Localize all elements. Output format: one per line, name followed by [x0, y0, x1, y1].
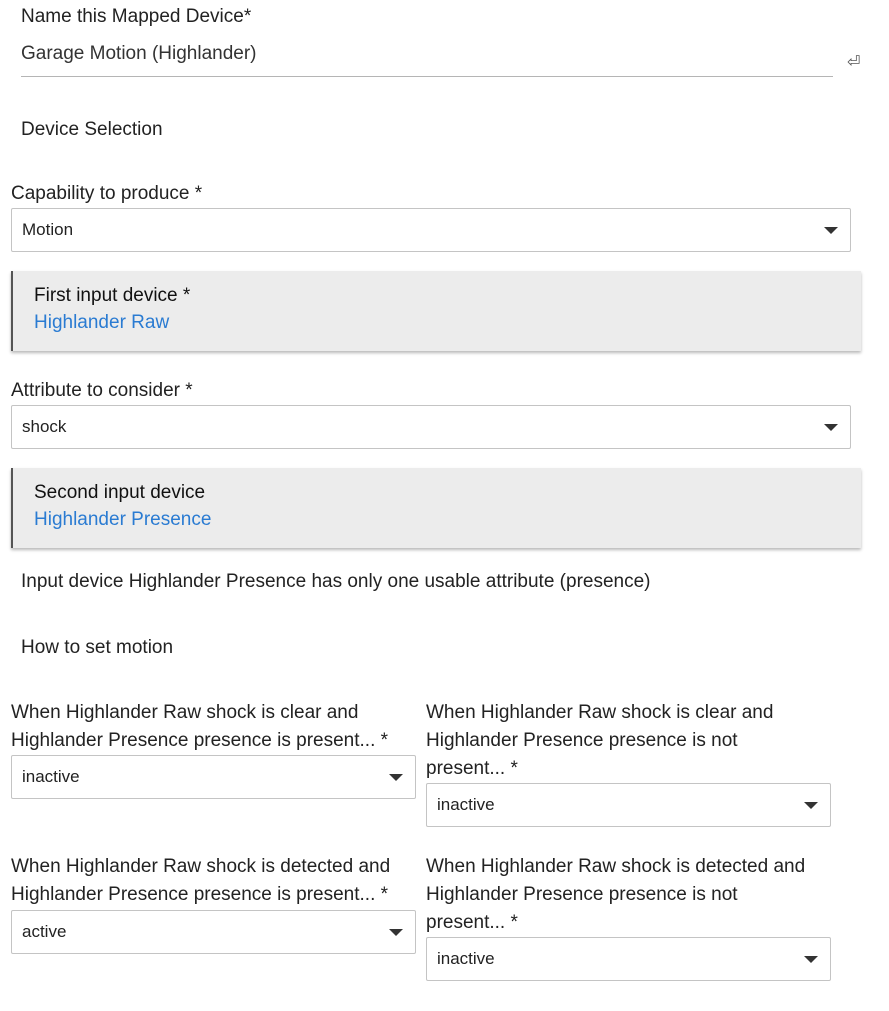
capability-select[interactable]	[11, 208, 851, 252]
chevron-down-icon	[804, 802, 818, 809]
condition-selected-value: inactive	[22, 767, 80, 786]
first-input-device-title: First input device *	[34, 285, 191, 306]
chevron-down-icon	[824, 424, 838, 431]
condition-label-line: Highlander Presence presence is not	[426, 730, 738, 751]
condition-detected-not-present-label	[426, 853, 805, 937]
device-name-label: Name this Mapped Device*	[21, 6, 252, 27]
condition-label-line: present... *	[426, 758, 518, 779]
condition-label-line: Highlander Presence presence is present... *	[11, 884, 389, 905]
condition-label-line: When Highlander Raw shock is clear and	[426, 702, 774, 723]
condition-label-line: When Highlander Raw shock is clear and	[11, 702, 359, 723]
condition-selected-value: active	[22, 922, 67, 941]
condition-selected-value: inactive	[437, 795, 495, 814]
condition-label-line: present... *	[426, 912, 518, 933]
condition-clear-present-select[interactable]	[11, 755, 416, 799]
chevron-down-icon	[389, 774, 403, 781]
chevron-down-icon	[389, 929, 403, 936]
chevron-down-icon	[804, 956, 818, 963]
condition-detected-present-select[interactable]	[11, 910, 416, 954]
attribute-info-text: Input device Highlander Presence has only one usable attribute (presence)	[21, 571, 651, 592]
condition-label-line: When Highlander Raw shock is detected and	[11, 856, 391, 877]
condition-label-line: Highlander Presence presence is present... *	[11, 730, 389, 751]
condition-selected-value: inactive	[437, 949, 495, 968]
second-input-device-card[interactable]	[11, 468, 861, 548]
condition-clear-not-present-select[interactable]	[426, 783, 831, 827]
condition-detected-present-label	[11, 853, 390, 909]
capability-label: Capability to produce *	[11, 183, 203, 204]
device-selection-heading: Device Selection	[21, 119, 163, 140]
condition-detected-not-present-select[interactable]	[426, 937, 831, 981]
chevron-down-icon	[824, 227, 838, 234]
second-input-device-link[interactable]: Highlander Presence	[34, 509, 212, 530]
second-input-device-title: Second input device	[34, 482, 206, 503]
how-to-set-heading: How to set motion	[21, 637, 174, 658]
condition-clear-present-label	[11, 699, 388, 755]
first-input-device-link[interactable]: Highlander Raw	[34, 312, 170, 333]
attribute-selected-value: shock	[22, 417, 67, 436]
device-name-input[interactable]: Garage Motion (Highlander)	[21, 40, 833, 77]
condition-label-line: When Highlander Raw shock is detected and	[426, 856, 806, 877]
capability-selected-value: Motion	[22, 220, 74, 239]
first-input-device-card[interactable]	[11, 271, 861, 351]
condition-label-line: Highlander Presence presence is not	[426, 884, 738, 905]
attribute-label: Attribute to consider *	[11, 380, 193, 401]
attribute-select[interactable]	[11, 405, 851, 449]
condition-clear-not-present-label	[426, 699, 773, 783]
enter-key-icon[interactable]: ⏎	[847, 54, 861, 71]
